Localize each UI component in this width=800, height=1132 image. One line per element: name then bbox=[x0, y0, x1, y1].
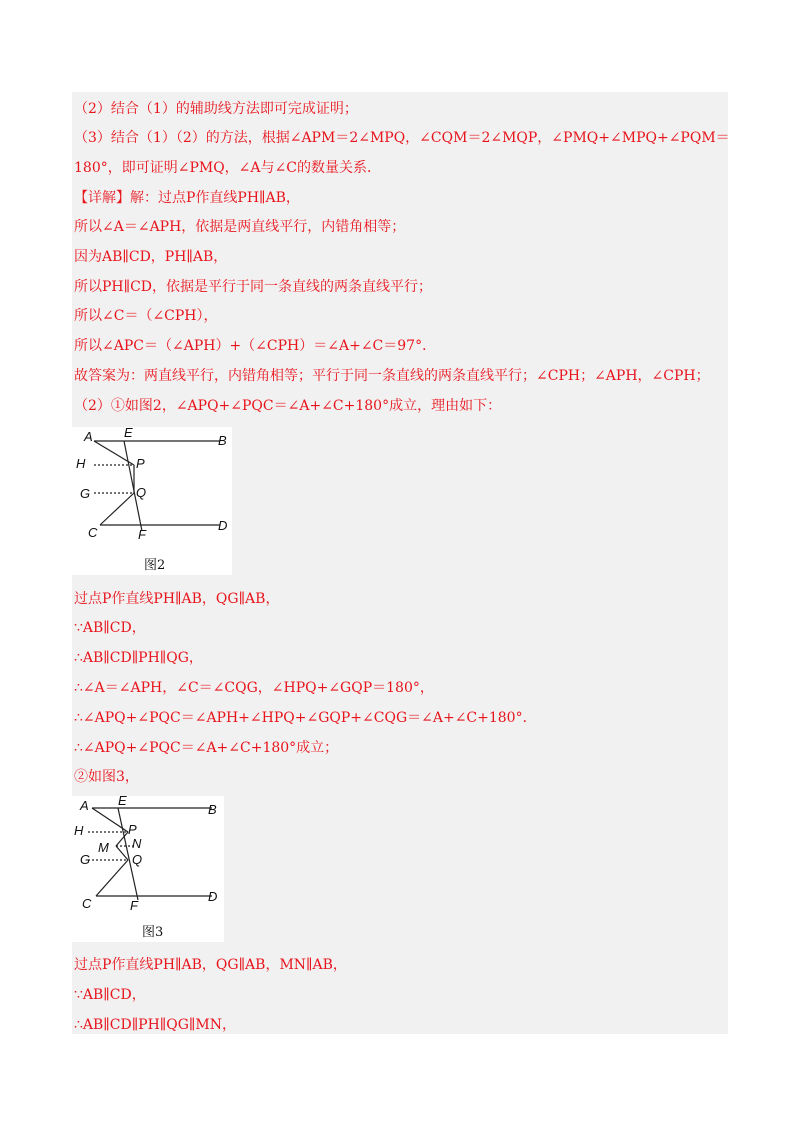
label-c: C bbox=[82, 896, 92, 911]
text-line: ∴AB∥CD∥PH∥QG， bbox=[74, 650, 203, 666]
label-d: D bbox=[218, 518, 228, 533]
text-line: （2）①如图2，∠APQ+∠PQC＝∠A+∠C+180°成立，理由如下： bbox=[74, 398, 502, 414]
figure-2-caption: 图2 bbox=[144, 558, 166, 573]
text-line: ∴AB∥CD∥PH∥QG∥MN， bbox=[74, 1017, 236, 1033]
text-line: 过点P作直线PH∥AB，QG∥AB， bbox=[74, 591, 280, 607]
text-line: ∴∠A＝∠APH，∠C＝∠CQG，∠HPQ+∠GQP＝180°， bbox=[74, 680, 434, 696]
label-h: H bbox=[74, 823, 84, 838]
text-line: 所以∠A＝∠APH，依据是两直线平行，内错角相等； bbox=[74, 219, 406, 235]
text-line: ∵AB∥CD， bbox=[74, 620, 146, 636]
label-f: F bbox=[138, 527, 146, 542]
text-line: ∵AB∥CD， bbox=[74, 987, 146, 1003]
figure-3-caption: 图3 bbox=[142, 925, 164, 940]
label-e: E bbox=[124, 427, 133, 440]
text-line: ②如图3， bbox=[74, 769, 139, 785]
text-line: ∴∠APQ+∠PQC＝∠APH+∠HPQ+∠GQP+∠CQG＝∠A+∠C+180°． bbox=[74, 710, 537, 726]
label-g: G bbox=[80, 852, 91, 867]
text-line: 过点P作直线PH∥AB，QG∥AB，MN∥AB， bbox=[74, 957, 347, 973]
label-b: B bbox=[208, 802, 217, 817]
label-d: D bbox=[208, 889, 218, 904]
label-p: P bbox=[136, 456, 145, 471]
text-line: 【详解】解：过点P作直线PH∥AB， bbox=[74, 190, 300, 206]
label-m: M bbox=[98, 840, 109, 855]
label-b: B bbox=[218, 433, 227, 448]
label-n: N bbox=[132, 836, 142, 851]
text-line: （3）结合（1）（2）的方法，根据∠APM＝2∠MPQ，∠CQM＝2∠MQP，∠PMQ+∠MPQ+∠PQM＝ bbox=[74, 130, 730, 146]
label-a: A bbox=[80, 798, 89, 813]
label-f: F bbox=[130, 898, 138, 913]
text-line: 故答案为：两直线平行，内错角相等；平行于同一条直线的两条直线平行；∠CPH；∠APH，∠CPH； bbox=[74, 368, 710, 384]
text-line: 180°，即可证明∠PMQ，∠A与∠C的数量关系． bbox=[74, 160, 381, 176]
text-line: ∴∠APQ+∠PQC＝∠A+∠C+180°成立； bbox=[74, 740, 339, 756]
figure-3 bbox=[72, 796, 224, 942]
text-line: 所以PH∥CD，依据是平行于同一条直线的两条直线平行； bbox=[74, 279, 433, 295]
text-line: 因为AB∥CD，PH∥AB， bbox=[74, 249, 228, 265]
label-e: E bbox=[118, 796, 127, 808]
label-q: Q bbox=[132, 852, 143, 867]
label-q: Q bbox=[136, 485, 147, 500]
label-p: P bbox=[128, 822, 137, 837]
figure-2 bbox=[72, 427, 232, 575]
label-h: H bbox=[76, 456, 86, 471]
text-line: 所以∠C＝（∠CPH）， bbox=[74, 308, 218, 324]
label-c: C bbox=[88, 525, 98, 540]
label-g: G bbox=[80, 486, 91, 501]
text-line: （2）结合（1）的辅助线方法即可完成证明； bbox=[74, 101, 358, 117]
label-a: A bbox=[84, 429, 93, 444]
text-line: 所以∠APC＝（∠APH）+（∠CPH）＝∠A+∠C＝97°． bbox=[74, 338, 437, 354]
